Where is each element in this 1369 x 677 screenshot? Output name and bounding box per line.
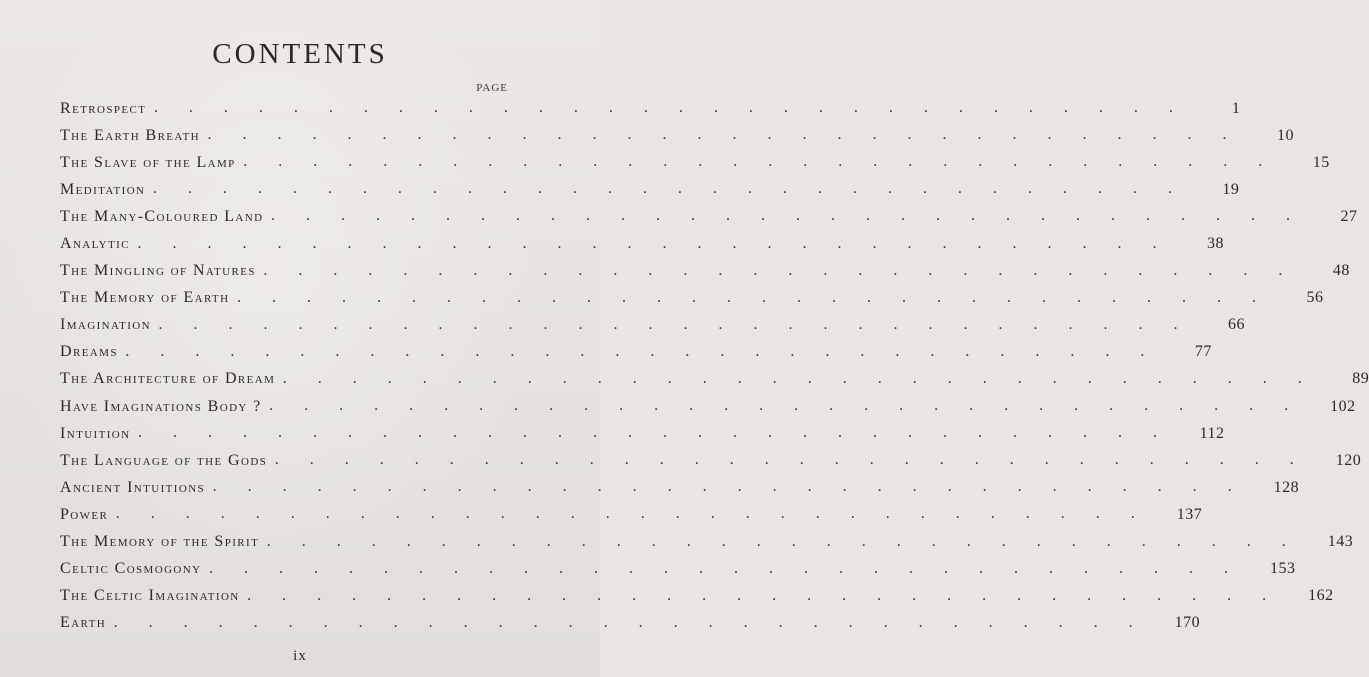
- dot-leader: ..............................: [208, 128, 1259, 143]
- dot-leader: ..............................: [153, 182, 1204, 197]
- toc-entry: [60, 176, 1240, 203]
- toc-entry-page-number: 15: [1312, 153, 1330, 171]
- toc-entry: [60, 285, 1324, 312]
- toc-entry: [60, 420, 1225, 447]
- toc-entry-page-number: 10: [1277, 126, 1295, 144]
- toc-entry-title: The Many-Coloured Land: [60, 207, 264, 225]
- toc-entry: [60, 474, 1300, 501]
- table-of-contents: [60, 95, 1369, 637]
- toc-entry: [60, 366, 1369, 393]
- page-folio: ix: [293, 648, 307, 664]
- dot-leader: ..............................: [137, 236, 1188, 251]
- dot-leader: ..............................: [116, 507, 1167, 522]
- toc-entry-page-number: 137: [1176, 505, 1203, 523]
- toc-entry: [60, 529, 1354, 556]
- dot-leader: ..............................: [213, 480, 1264, 495]
- toc-entry-page-number: 27: [1340, 207, 1358, 225]
- toc-entry: [60, 95, 1241, 122]
- toc-entry: [60, 610, 1201, 637]
- toc-entry-title: Retrospect: [60, 99, 147, 117]
- toc-entry: [60, 339, 1212, 366]
- dot-leader: ..............................: [237, 290, 1288, 305]
- toc-entry-title: Imagination: [60, 316, 151, 334]
- dot-leader: ..............................: [263, 263, 1314, 278]
- toc-entry: [60, 556, 1296, 583]
- toc-entry-page-number: 19: [1222, 180, 1240, 198]
- toc-entry-page-number: 162: [1308, 587, 1334, 605]
- dot-leader: ..............................: [243, 155, 1294, 170]
- toc-entry-title: The Mingling of Natures: [60, 262, 256, 280]
- toc-entry: [60, 122, 1295, 149]
- toc-entry: [60, 583, 1334, 610]
- toc-entry-page-number: 153: [1269, 560, 1296, 578]
- dot-leader: ..............................: [159, 317, 1209, 332]
- toc-entry-title: The Memory of the Spirit: [60, 533, 260, 551]
- page-column-label: PAGE: [476, 82, 508, 94]
- toc-entry-page-number: 38: [1206, 235, 1224, 253]
- toc-entry-title: Dreams: [60, 343, 118, 361]
- toc-entry-title: The Language of the Gods: [60, 451, 268, 469]
- dot-leader: ..............................: [125, 344, 1176, 359]
- dot-leader: ..............................: [271, 209, 1322, 224]
- dot-leader: ..............................: [209, 561, 1260, 576]
- toc-entry-title: The Memory of Earth: [60, 289, 230, 307]
- toc-entry-title: Have Imaginations Body ?: [60, 397, 262, 415]
- toc-entry-title: Celtic Cosmogony: [60, 560, 202, 578]
- toc-entry-page-number: 66: [1228, 316, 1245, 334]
- toc-entry: [60, 501, 1203, 528]
- dot-leader: ..............................: [275, 453, 1326, 468]
- toc-entry: [60, 230, 1224, 257]
- toc-entry-title: The Slave of the Lamp: [60, 153, 236, 171]
- toc-entry-page-number: 128: [1273, 478, 1300, 496]
- dot-leader: ..............................: [247, 588, 1298, 603]
- contents-heading: CONTENTS: [212, 38, 388, 70]
- toc-entry-title: The Architecture of Dream: [60, 370, 276, 388]
- toc-entry-page-number: 89: [1352, 370, 1369, 388]
- toc-entry-title: Ancient Intuitions: [60, 478, 206, 496]
- dot-leader: ..............................: [269, 399, 1320, 414]
- toc-entry-title: Power: [60, 505, 109, 523]
- toc-entry: [60, 393, 1356, 420]
- toc-entry-title: Analytic: [60, 235, 130, 253]
- toc-entry: [60, 258, 1350, 285]
- toc-entry: [60, 203, 1358, 230]
- toc-entry-page-number: 170: [1174, 614, 1201, 632]
- dot-leader: ..............................: [154, 101, 1205, 116]
- toc-entry-title: Meditation: [60, 180, 146, 198]
- dot-leader: ..............................: [114, 615, 1165, 630]
- dot-leader: ..............................: [267, 534, 1318, 549]
- toc-entry-title: Intuition: [60, 424, 131, 442]
- toc-entry-title: Earth: [60, 614, 107, 632]
- toc-entry-title: The Celtic Imagination: [60, 587, 240, 605]
- dot-leader: ..............................: [138, 426, 1189, 441]
- toc-entry: [60, 312, 1245, 339]
- toc-entry-page-number: 143: [1327, 533, 1354, 551]
- toc-entry-page-number: 48: [1332, 262, 1350, 280]
- dot-leader: ..............................: [283, 371, 1334, 386]
- toc-entry-page-number: 77: [1194, 343, 1212, 361]
- toc-entry-page-number: 56: [1306, 289, 1324, 307]
- toc-entry-page-number: 102: [1330, 397, 1356, 415]
- toc-entry-page-number: 1: [1231, 99, 1241, 117]
- toc-entry-title: The Earth Breath: [60, 126, 201, 144]
- toc-entry-page-number: 112: [1199, 424, 1225, 442]
- toc-entry: [60, 447, 1362, 474]
- toc-entry-page-number: 120: [1335, 451, 1362, 469]
- toc-entry: [60, 149, 1330, 176]
